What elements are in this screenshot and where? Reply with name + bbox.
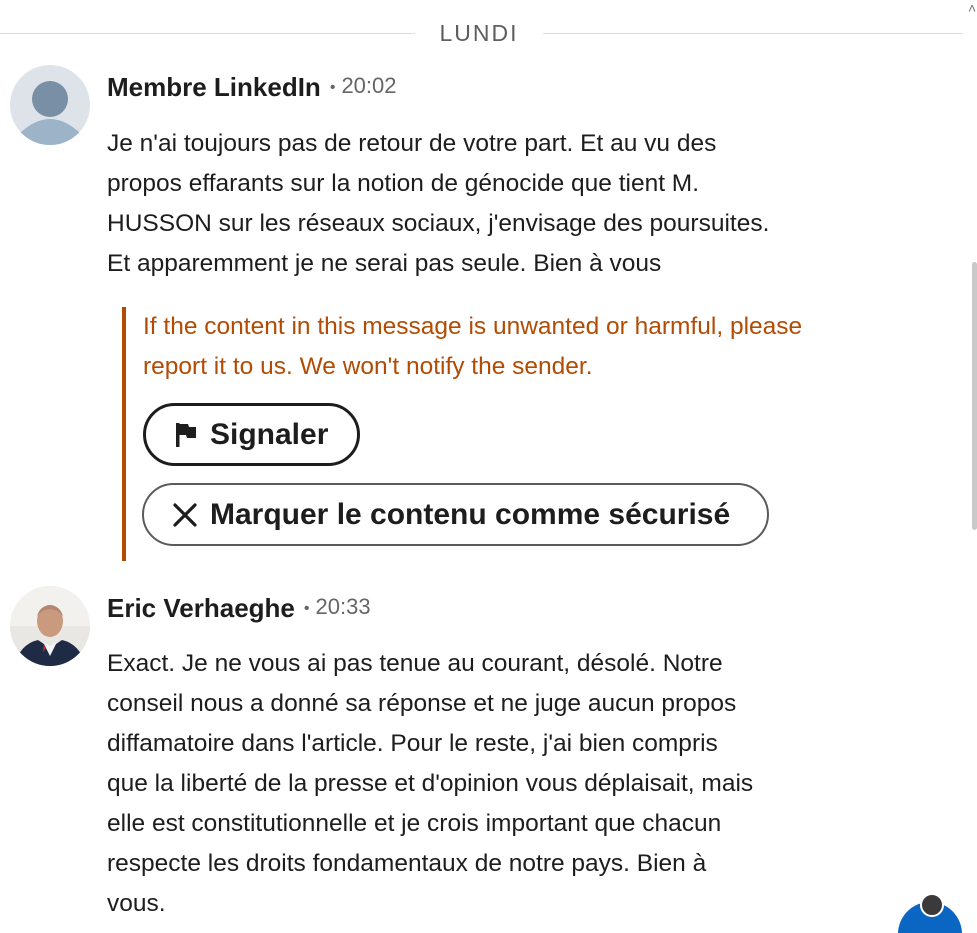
message-header — [107, 72, 397, 103]
message-line: respecte les droits fondamentaux de notre pays. Bien à — [107, 850, 707, 877]
warning-accent-bar — [122, 307, 126, 561]
scrollbar-thumb[interactable] — [972, 262, 977, 530]
mark-safe-button[interactable] — [142, 483, 769, 546]
message-line: diffamatoire dans l'article. Pour le reste, j'ai bien compris — [107, 730, 718, 757]
message-line: elle est constitutionnelle et je crois important que chacun — [107, 810, 722, 837]
message-line: conseil nous a donné sa réponse et ne juge aucun propos — [107, 690, 737, 717]
avatar-member-linkedin[interactable] — [10, 65, 90, 145]
message-line: que la liberté de la presse et d'opinion vous déplaisait, mais — [107, 770, 754, 797]
message-line: propos effarants sur la notion de génocide que tient M. — [107, 170, 700, 197]
date-divider-label: LUNDI — [439, 20, 519, 46]
message-body — [107, 124, 769, 284]
mark-safe-button-label: Marquer le contenu comme sécurisé — [210, 497, 731, 531]
message-line: Je n'ai toujours pas de retour de votre part. Et au vu des — [107, 130, 717, 157]
message-header — [107, 593, 371, 624]
warning-line: If the content in this message is unwanted or harmful, please — [143, 313, 803, 340]
bullet-separator: • — [329, 79, 336, 96]
message-body — [107, 644, 753, 924]
message-line: HUSSON sur les réseaux sociaux, j'envisage des poursuites. — [107, 210, 770, 237]
edge-mark: ˄ — [968, 0, 977, 16]
warning-message — [143, 307, 913, 387]
message-time: 20:33 — [315, 594, 371, 619]
message-time: 20:02 — [341, 73, 397, 98]
divider-line-right — [543, 33, 963, 34]
message-line: vous. — [107, 890, 166, 917]
notification-badge — [920, 893, 944, 917]
message-line: Et apparemment je ne serai pas seule. Bien à vous — [107, 250, 662, 277]
flag-icon — [174, 421, 198, 449]
report-button[interactable] — [143, 403, 360, 466]
avatar-eric-verhaeghe[interactable] — [10, 586, 90, 666]
profile-photo-icon — [10, 586, 90, 666]
report-button-label: Signaler — [210, 417, 329, 451]
generic-avatar-icon — [10, 65, 90, 145]
sender-name[interactable]: Eric Verhaeghe — [107, 593, 295, 623]
divider-line-left — [0, 33, 415, 34]
sender-name[interactable]: Membre LinkedIn — [107, 72, 321, 102]
message-line: Exact. Je ne vous ai pas tenue au courant, désolé. Notre — [107, 650, 723, 677]
close-icon — [172, 502, 198, 528]
bullet-separator: • — [303, 600, 310, 617]
warning-line: report it to us. We won't notify the sender. — [143, 353, 593, 380]
